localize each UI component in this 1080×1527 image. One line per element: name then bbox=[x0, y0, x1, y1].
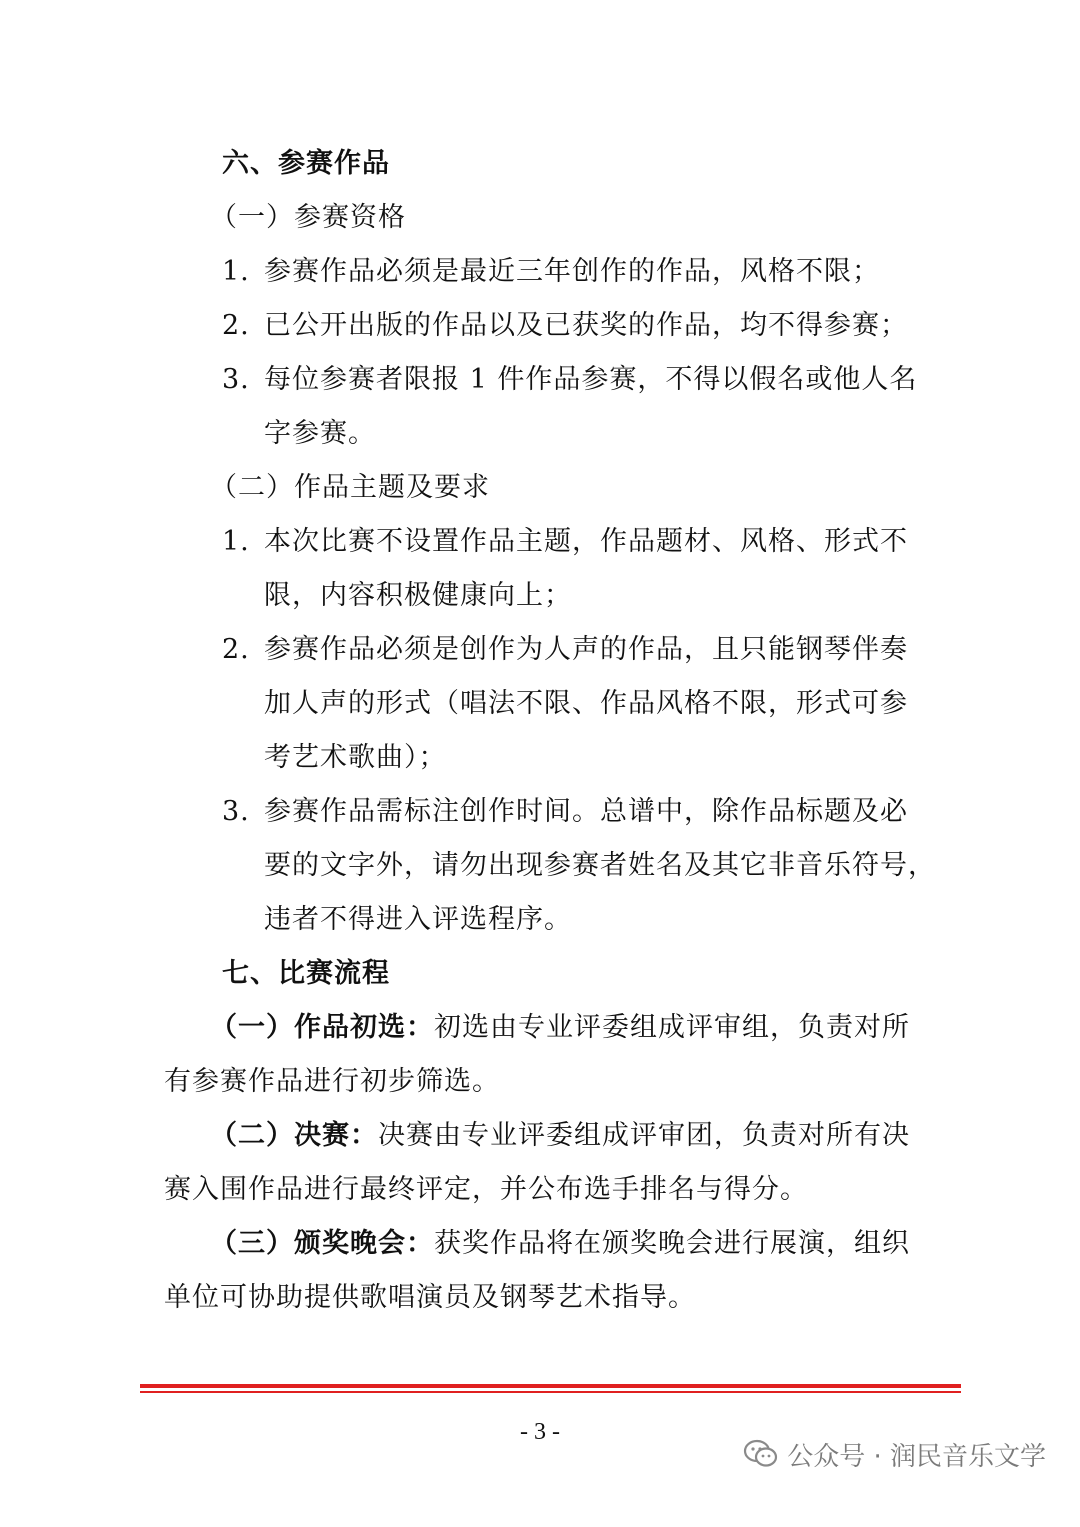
section-6-sub2-title: （二）作品主题及要求 bbox=[210, 472, 490, 503]
wechat-icon bbox=[743, 1438, 779, 1470]
list-text-continued: 限，内容积极健康向上； bbox=[264, 580, 572, 611]
list-item bbox=[222, 362, 917, 398]
paragraph bbox=[210, 1010, 910, 1046]
footer-rule-thin bbox=[140, 1391, 961, 1393]
list-text: 本次比赛不设置作品主题，作品题材、风格、形式不 bbox=[264, 526, 908, 557]
list-text: 每位参赛者限报 1 件作品参赛，不得以假名或他人名 bbox=[264, 364, 918, 395]
list-text: 参赛作品需标注创作时间。总谱中，除作品标题及必 bbox=[264, 796, 908, 827]
paragraph-text: 决赛由专业评委组成评审团，负责对所有决 bbox=[378, 1120, 910, 1151]
list-text: 参赛作品必须是创作为人声的作品，且只能钢琴伴奏 bbox=[264, 634, 908, 665]
paragraph-text: 获奖作品将在颁奖晚会进行展演，组织 bbox=[434, 1228, 910, 1259]
list-number: 3. bbox=[222, 796, 250, 827]
watermark bbox=[743, 1434, 1046, 1474]
list-text-continued: 考艺术歌曲）； bbox=[264, 742, 447, 773]
section-6-sub1-title: （一）参赛资格 bbox=[210, 202, 406, 233]
paragraph bbox=[210, 1226, 910, 1262]
footer-rule-thick bbox=[140, 1384, 961, 1388]
list-text-continued: 要的文字外，请勿出现参赛者姓名及其它非音乐符号， bbox=[264, 850, 936, 881]
list-item bbox=[222, 794, 908, 830]
paragraph-label: （三）颁奖晚会： bbox=[210, 1228, 434, 1259]
paragraph-label: （一）作品初选： bbox=[210, 1012, 434, 1043]
paragraph-text-continued: 有参赛作品进行初步筛选。 bbox=[164, 1066, 500, 1097]
section-7-title: 七、比赛流程 bbox=[222, 958, 390, 989]
list-text: 参赛作品必须是最近三年创作的作品，风格不限； bbox=[264, 256, 880, 287]
list-number: 1. bbox=[222, 526, 250, 557]
list-text-continued: 加人声的形式（唱法不限、作品风格不限，形式可参 bbox=[264, 688, 908, 719]
list-text-continued: 字参赛。 bbox=[264, 418, 376, 449]
list-number: 2. bbox=[222, 634, 250, 665]
list-item bbox=[222, 632, 908, 668]
list-number: 1. bbox=[222, 256, 250, 287]
paragraph-text-continued: 赛入围作品进行最终评定，并公布选手排名与得分。 bbox=[164, 1174, 808, 1205]
paragraph-text-continued: 单位可协助提供歌唱演员及钢琴艺术指导。 bbox=[164, 1282, 696, 1313]
watermark-text: 公众号 · 润民音乐文学 bbox=[787, 1441, 1046, 1472]
list-text: 已公开出版的作品以及已获奖的作品，均不得参赛； bbox=[264, 310, 908, 341]
paragraph-text: 初选由专业评委组成评审组，负责对所 bbox=[434, 1012, 910, 1043]
list-text-continued: 违者不得进入评选程序。 bbox=[264, 904, 572, 935]
page-number: - 3 - bbox=[520, 1419, 560, 1445]
list-item bbox=[222, 308, 908, 344]
paragraph-label: （二）决赛： bbox=[210, 1120, 378, 1151]
list-number: 3. bbox=[222, 364, 250, 395]
list-number: 2. bbox=[222, 310, 250, 341]
list-item bbox=[222, 524, 908, 560]
list-item bbox=[222, 254, 880, 290]
section-6-title: 六、参赛作品 bbox=[222, 148, 390, 179]
paragraph bbox=[210, 1118, 910, 1154]
